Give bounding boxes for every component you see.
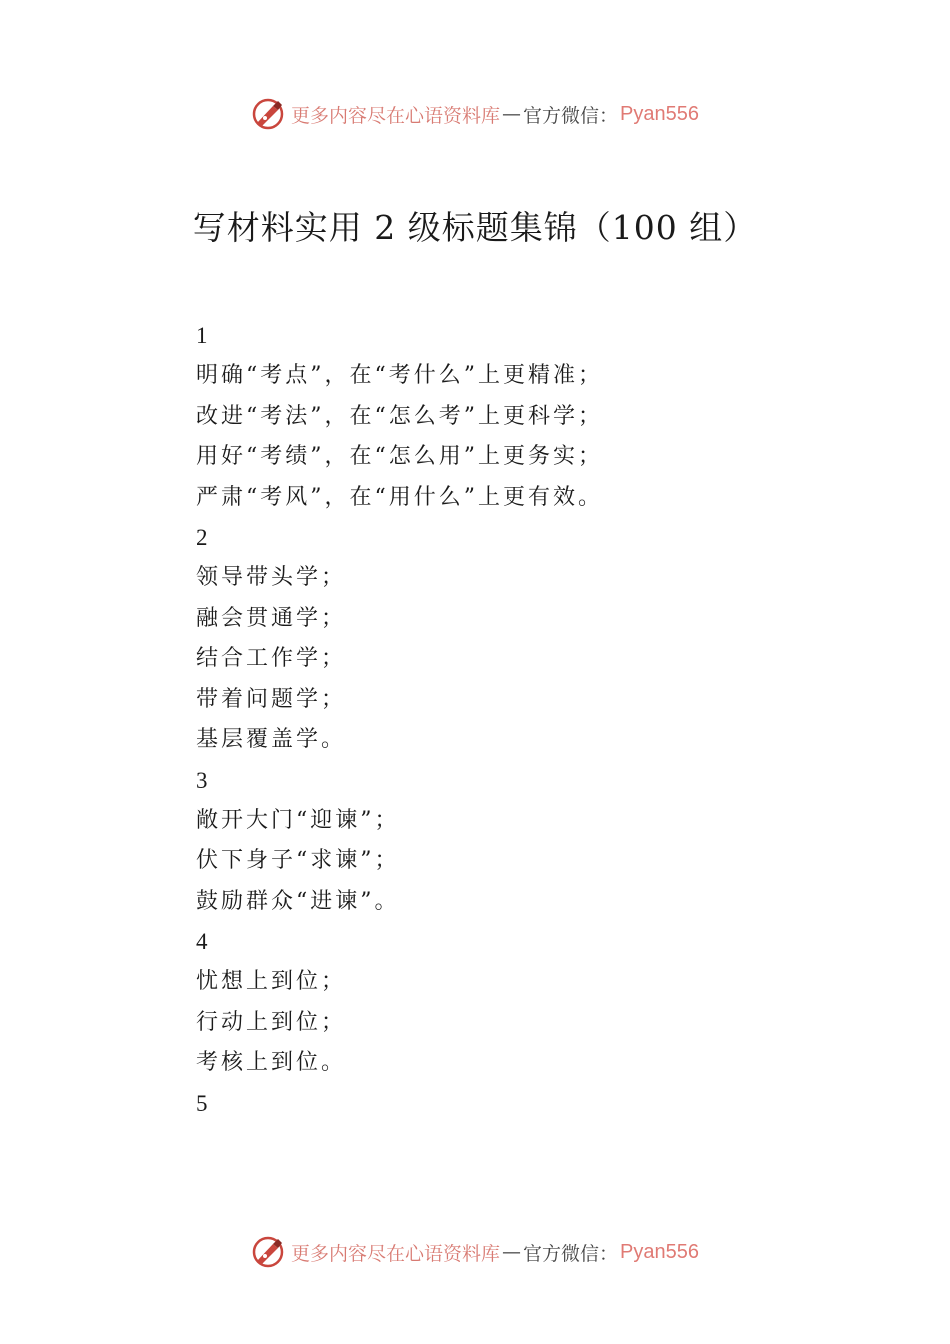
group-1 — [196, 316, 816, 518]
group-line: 敞开大门“迎谏”； — [196, 807, 400, 833]
group-number: 3 — [196, 767, 208, 793]
group-line: 领导带头学； — [196, 565, 347, 590]
banner-dash: — — [502, 103, 522, 125]
group-line: 鼓励群众“进谏”。 — [196, 888, 400, 914]
group-3 — [196, 761, 816, 923]
pen-nib-logo-icon — [251, 1235, 285, 1269]
banner-wechat-id: Pyan556 — [620, 102, 699, 125]
banner-wechat-id: Pyan556 — [620, 1240, 699, 1263]
banner-dash: — — [502, 1241, 522, 1263]
group-line: 忧想上到位； — [196, 969, 347, 994]
group-line: 带着问题学； — [196, 686, 347, 712]
banner-official-label: 官方微信： — [523, 104, 619, 127]
group-line: 结合工作学； — [196, 646, 347, 671]
banner-official-label: 官方微信： — [523, 1242, 619, 1265]
group-line: 基层覆盖学。 — [196, 727, 347, 752]
group-line: 明确“考点”，在“考什么”上更精准； — [196, 363, 603, 388]
group-4 — [196, 922, 816, 1084]
group-number: 1 — [196, 323, 208, 348]
document-title: 写材料实用 2 级标题集锦（100 组） — [192, 208, 758, 247]
group-line: 融会贯通学； — [196, 605, 347, 631]
group-number: 5 — [196, 1090, 208, 1116]
header-banner — [0, 94, 950, 134]
group-line: 改进“考法”，在“怎么考”上更科学； — [196, 403, 603, 429]
group-5 — [196, 1084, 816, 1124]
group-number: 2 — [196, 525, 208, 550]
pen-nib-logo-icon — [251, 97, 285, 131]
document-body — [196, 316, 816, 1124]
footer-banner — [0, 1232, 950, 1272]
group-line: 用好“考绩”，在“怎么用”上更务实； — [196, 444, 603, 469]
group-2 — [196, 518, 816, 761]
group-line: 考核上到位。 — [196, 1050, 347, 1075]
group-line: 伏下身子“求谏”； — [196, 848, 400, 873]
group-number: 4 — [196, 929, 208, 954]
group-line: 严肃“考风”，在“用什么”上更有效。 — [196, 484, 603, 510]
group-line: 行动上到位； — [196, 1009, 347, 1035]
banner-main-text: 更多内容尽在心语资料库 — [291, 104, 501, 127]
banner-main-text: 更多内容尽在心语资料库 — [291, 1242, 501, 1265]
